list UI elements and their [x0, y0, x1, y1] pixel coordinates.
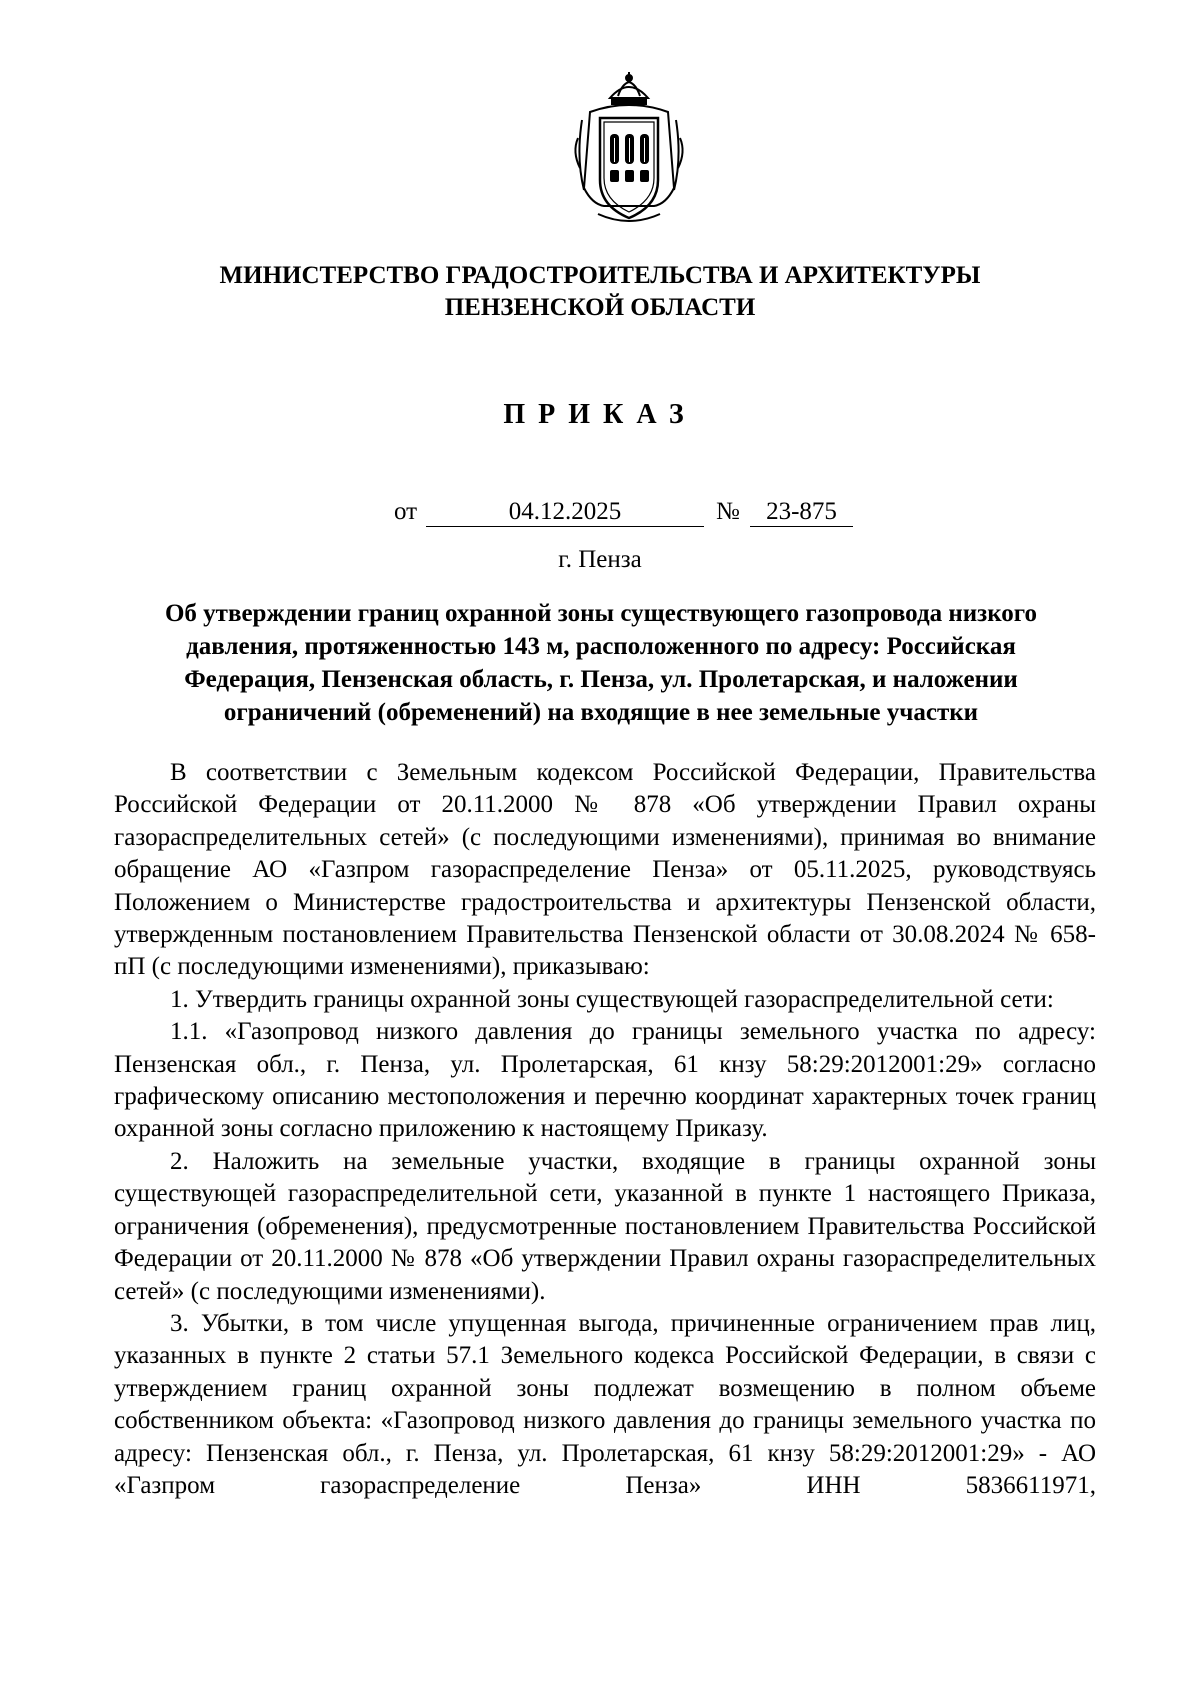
item-1-paragraph: 1. Утвердить границы охранной зоны существующей газораспределительной сети:	[170, 985, 1054, 1013]
penza-region-coat-of-arms-icon	[570, 68, 688, 228]
city-name: г. Пенза	[558, 546, 642, 573]
preamble-paragraph: В соответствии с Земельным кодексом Российской Федерации, Правительства Российской Федерации от 20.11.2000 № 878 «Об утверждении Правил охраны газораспределительных сетей» (с последующими изменениями), принимая во внимание обращение АО «Газпром газораспределение Пенза» от 05.11.2025, руководствуясь Положением о Министерстве градостроительства и архитектуры Пензенской области, утвержденным постановлением Правительства Пензенской области от 30.08.2024 № 658-пП (с последующими изменениями), приказываю:	[114, 759, 1096, 981]
item-1-1-paragraph: 1.1. «Газопровод низкого давления до границы земельного участка по адресу: Пензенская обл., г. Пенза, ул. Пролетарская, 61 кнзу 58:29:2012001:29» согласно графическому описанию местоположения и перечню координат характерных точек границ охранной зоны согласно приложению к настоящему Приказу.	[114, 1018, 1096, 1143]
document-type-title: ПРИКАЗ	[503, 399, 697, 430]
number-label: №	[716, 498, 740, 525]
date-label: от	[394, 498, 418, 525]
item-2-paragraph: 2. Наложить на земельные участки, входящие в границы охранной зоны существующей газораспределительной сети, указанной в пункте 1 настоящего Приказа, ограничения (обременения), предусмотренные постановлением Правительства Российской Федерации от 20.11.2000 № 878 «Об утверждении Правил охраны газораспределительных сетей» (с последующими изменениями).	[114, 1147, 1096, 1305]
ministry-name	[0, 260, 1200, 324]
item-3-paragraph: 3. Убытки, в том числе упущенная выгода, причиненные ограничением прав лиц, указанных в пункте 2 статьи 57.1 Земельного кодекса Российской Федерации, в связи с утверждением границ охранной зоны подлежат возмещению в полном объеме собственником объекта: «Газопровод низкого давления до границы земельного участка по адресу: Пензенская обл., г. Пенза, ул. Пролетарская, 61 кнзу 58:29:2012001:29» - АО «Газпром газораспределение Пенза» ИНН 5836611971,	[114, 1309, 1096, 1499]
ministry-name-line1: МИНИСТЕРСТВО ГРАДОСТРОИТЕЛЬСТВА И АРХИТЕКТУРЫ	[219, 262, 981, 289]
order-subject: Об утверждении границ охранной зоны существующего газопровода низкого давления, протяженностью 143 м, расположенного по адресу: Российская Федерация, Пензенская область, г. Пенза, ул. Пролетарская, и наложении ограничений (обременений) на входящие в нее земельные участки	[164, 600, 1038, 726]
ministry-name-line2: ПЕНЗЕНСКОЙ ОБЛАСТИ	[444, 294, 756, 321]
order-date: 04.12.2025	[426, 495, 704, 527]
order-date-number-line	[380, 495, 900, 529]
order-body	[114, 757, 1096, 1502]
order-number: 23-875	[750, 495, 853, 527]
